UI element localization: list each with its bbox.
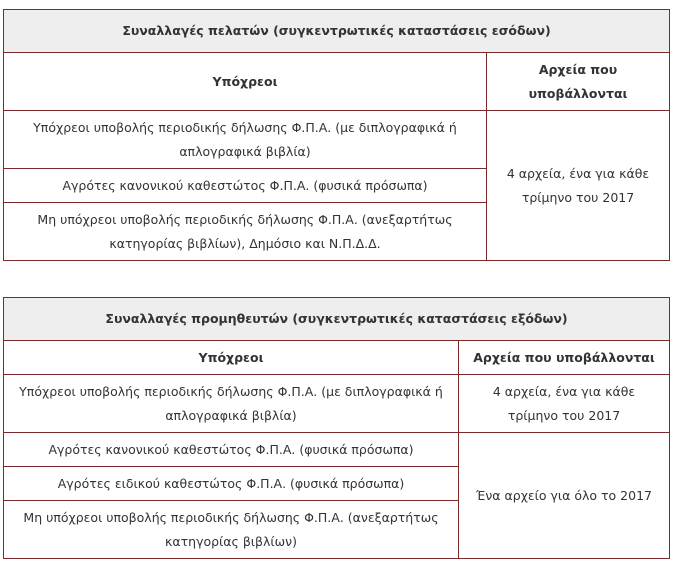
customers-table-caption: Συναλλαγές πελατών (συγκεντρωτικές καταστάσεις εσόδων) bbox=[4, 10, 670, 53]
suppliers-row-farmers-regular: Αγρότες κανονικού καθεστώτος Φ.Π.Α. (φυσικά πρόσωπα) bbox=[4, 433, 459, 467]
suppliers-row-farmers-special: Αγρότες ειδικού καθεστώτος Φ.Π.Α. (φυσικά πρόσωπα) bbox=[4, 467, 459, 501]
customers-row-farmers-regular: Αγρότες κανονικού καθεστώτος Φ.Π.Α. (φυσικά πρόσωπα) bbox=[4, 169, 487, 203]
customers-row-vat-periodic: Υπόχρεοι υποβολής περιοδικής δήλωσης Φ.Π.Α. (με διπλογραφικά ή απλογραφικά βιβλία) bbox=[4, 111, 487, 169]
suppliers-row-vat-periodic: Υπόχρεοι υποβολής περιοδικής δήλωσης Φ.Π.Α. (με διπλογραφικά ή απλογραφικά βιβλία) bbox=[4, 375, 459, 433]
suppliers-header-files: Αρχεία που υποβάλλονται bbox=[459, 341, 670, 375]
suppliers-header-obligated: Υπόχρεοι bbox=[4, 341, 459, 375]
suppliers-row-non-obligated: Μη υπόχρεοι υποβολής περιοδικής δήλωσης Φ.Π.Α. (ανεξαρτήτως κατηγορίας βιβλίων) bbox=[4, 501, 459, 559]
suppliers-table-caption: Συναλλαγές προμηθευτών (συγκεντρωτικές καταστάσεις εξόδων) bbox=[4, 298, 670, 341]
customers-header-obligated: Υπόχρεοι bbox=[4, 53, 487, 111]
customers-files-value: 4 αρχεία, ένα για κάθε τρίμηνο του 2017 bbox=[487, 111, 670, 261]
customers-row-non-obligated: Μη υπόχρεοι υποβολής περιοδικής δήλωσης Φ.Π.Α. (ανεξαρτήτως κατηγορίας βιβλίων), Δημόσιο και Ν.Π.Δ.Δ. bbox=[4, 203, 487, 261]
suppliers-files-value-yearly: Ένα αρχείο για όλο το 2017 bbox=[459, 433, 670, 559]
customers-header-files: Αρχεία που υποβάλλονται bbox=[487, 53, 670, 111]
suppliers-table bbox=[3, 297, 670, 559]
customers-table bbox=[3, 9, 670, 261]
suppliers-files-value-quarterly: 4 αρχεία, ένα για κάθε τρίμηνο του 2017 bbox=[459, 375, 670, 433]
